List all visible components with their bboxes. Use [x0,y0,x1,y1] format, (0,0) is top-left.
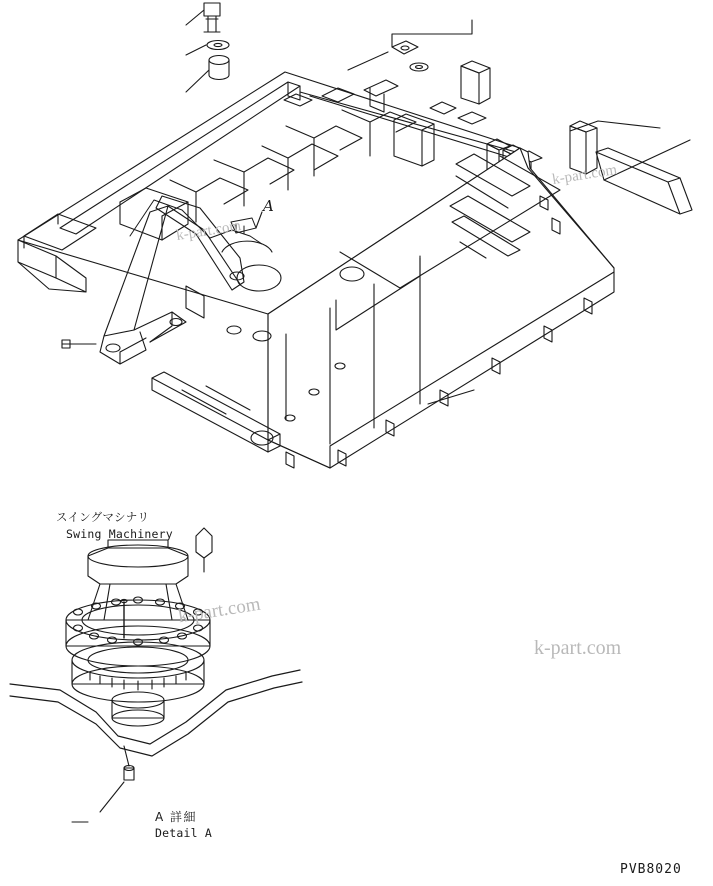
bracket-part [392,41,418,54]
swing-machinery-label-en: Swing Machinery [66,527,173,541]
leader-bar-1 [604,140,690,180]
swing-machinery-detail [10,528,302,822]
pin-block-right [570,121,597,174]
bushing-top [209,56,229,80]
revolving-frame [18,72,614,468]
washer-right [410,63,428,71]
drawing-part-number: PVB8020 [620,862,682,877]
watermark-4: k-part.com [534,637,622,659]
washer-top [207,41,229,50]
leader-long-top [392,20,472,47]
detail-a-label-en: Detail A [155,826,212,840]
leader-bolt [186,10,204,25]
callout-a-label: A [263,197,275,215]
swing-machinery-label-jp: スイングマシナリ [56,510,150,524]
watermark-2: k-part.com [551,161,619,189]
bar-right-1 [596,148,692,214]
bolt-top [204,3,220,32]
leader-bracket [348,52,388,70]
block-right [461,61,490,104]
watermark-3: k-part.com [176,593,262,628]
detail-a-label-jp: A 詳細 [155,810,198,824]
leader-washer [186,45,206,55]
watermark-1: k-part.com [175,217,243,245]
leader-bushing [186,70,209,92]
